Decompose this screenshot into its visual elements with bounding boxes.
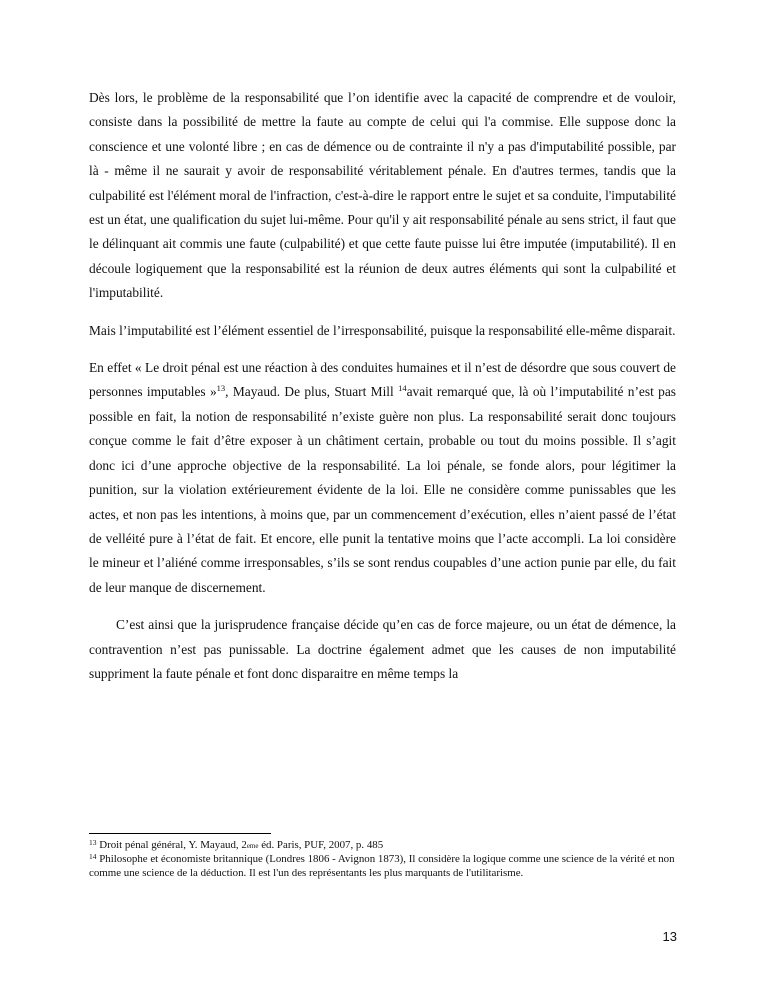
footnote-ref-14[interactable]: 14 [398, 383, 407, 394]
footnote-13-text: Droit pénal général, Y. Mayaud, 2 [96, 839, 247, 851]
footnote-13-text-end: éd. Paris, PUF, 2007, p. 485 [258, 839, 384, 851]
paragraph-jurisprudence: C’est ainsi que la jurisprudence française décide qu’en cas de force majeure, ou un état de démence, la contravention n’est pas punissable. La doctrine également admet que les causes de non imputabilité suppriment la faute pénale et font donc disparaitre en même temps la [89, 617, 676, 681]
page-number: 13 [662, 929, 677, 944]
footnote-13-edition-suffix: eme [246, 842, 259, 850]
paragraph-imputabilite: Mais l’imputabilité est l’élément essentiel de l’irresponsabilité, puisque la responsabilité elle-même disparait. [89, 322, 676, 338]
footnote-13 [89, 839, 689, 853]
footnote-14 [89, 853, 689, 880]
footnote-separator [89, 833, 271, 834]
paragraph-droit-penal-body: avait remarqué que, là où l’imputabilité n’est pas possible en fait, la notion de responsabilité n’existe guère non plus. La responsabilité serait donc toujours conçue comme le fait d’être exposer à un châtiment certain, probable ou tout du moins possible. Il s’agit donc ici d’une approche objective de la responsabilité. La loi pénale, se fonde alors, pour légitimer la punition, sur la violation extérieurement évidente de la loi. Elle ne considère comme punissables que les actes, et non pas les intentions, à moins que, par un commencement d’exécution, elles n’aient passé de l’état de velléité pure à l’état de fait. Et encore, elle punit la tentative moins que l’acte accompli. La loi considère le mineur et l’aliéné comme irresponsables, s’ils se sont rendus coupables d’une action punie par elle, du fait de leur manque de discernement. [89, 384, 676, 595]
footnote-14-text: Philosophe et économiste britannique (Londres 1806 - Avignon 1873), Il considère la logique comme une science de la vérité et non comme une science de la déduction. Il est l'un des représentants les plus marquants de l'utilitarisme. [89, 853, 675, 879]
footnotes [89, 839, 689, 880]
document-body [89, 86, 676, 699]
paragraph-responsabilite: Dès lors, le problème de la responsabilité que l’on identifie avec la capacité de comprendre et de vouloir, consiste dans la possibilité de mettre la faute au compte de celui qui l'a commise. Elle suppose donc la conscience et une volonté libre ; en cas de démence ou de contrainte il n'y a pas d'imputabilité possible, par là - même il ne saurait y avoir de responsabilité véritablement pénale. En d'autres termes, tandis que la culpabilité est l'élément moral de l'infraction, c'est-à-dire le rapport entre le sujet et sa conduite, l'imputabilité est un état, une qualification du sujet lui-même. Pour qu'il y ait responsabilité pénale au sens strict, il faut que le délinquant ait commis une faute (culpabilité) et que cette faute puisse lui être imputée (imputabilité). Il en découle logiquement que la responsabilité est la réunion de deux autres éléments qui sont la culpabilité et l'imputabilité. [89, 90, 676, 301]
paragraph-droit-penal-author: , Mayaud. De plus, Stuart Mill [225, 384, 399, 400]
footnote-ref-13[interactable]: 13 [216, 383, 226, 394]
paragraph-droit-penal-quote: En effet « Le droit pénal est une réaction à des conduites humaines et il n’est de désordre que sous couvert de personnes imputables » [89, 360, 676, 400]
footnote-14-number: 14 [89, 852, 97, 862]
footnote-13-number: 13 [89, 838, 97, 847]
paragraph-droit-penal [89, 356, 676, 600]
